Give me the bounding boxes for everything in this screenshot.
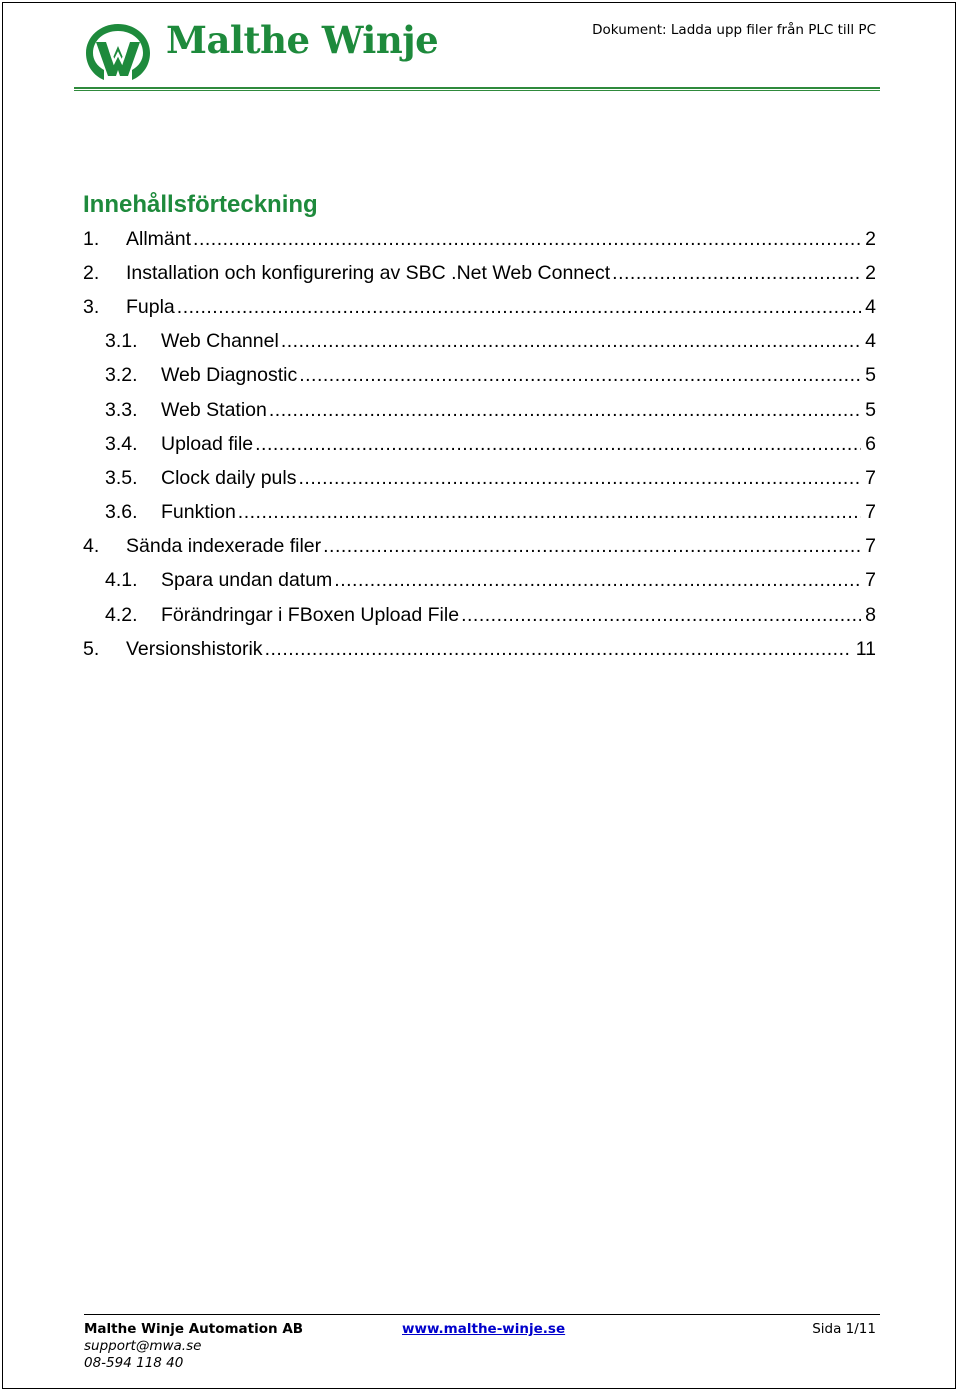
logo-wordmark: Malthe Winje [166, 18, 439, 62]
toc-dot-leader [177, 296, 861, 319]
toc-entry[interactable] [83, 393, 876, 427]
toc-entry[interactable] [83, 222, 876, 256]
toc-entry-page: 5 [865, 364, 876, 387]
toc-entry[interactable] [83, 359, 876, 393]
footer-website-link[interactable]: www.malthe-winje.se [402, 1321, 566, 1337]
page-header [74, 14, 880, 94]
toc-entry-title: Förändringar i FBoxen Upload File [161, 603, 460, 626]
toc-dot-leader [193, 228, 861, 251]
toc-entry-page: 7 [865, 466, 876, 489]
toc-entry[interactable] [83, 564, 876, 598]
toc-dot-leader [238, 501, 861, 524]
toc-entry-title: Web Station [161, 398, 267, 421]
toc-entry-page: 4 [865, 330, 876, 353]
toc-dot-leader [269, 399, 861, 422]
toc-entry-page: 7 [865, 535, 876, 558]
toc-entry[interactable] [83, 461, 876, 495]
toc-dot-leader [265, 638, 852, 661]
toc-entry[interactable] [83, 598, 876, 632]
toc-entry-number: 2. [83, 261, 100, 284]
toc-dot-leader [334, 569, 861, 592]
toc-entry-number: 3.5. [105, 466, 138, 489]
toc-entry-number: 4.1. [105, 569, 138, 592]
toc-dot-leader [298, 467, 861, 490]
malthe-winje-logo-icon [82, 20, 154, 82]
toc-entry-title: Installation och konfigurering av SBC .Net Web Connect [126, 261, 611, 284]
toc-entry-page: 5 [865, 398, 876, 421]
toc-entry-number: 3.3. [105, 398, 138, 421]
footer-page-number: Sida 1/11 [812, 1321, 876, 1337]
toc-entry-page: 7 [865, 501, 876, 524]
toc-entry-number: 3.6. [105, 501, 138, 524]
toc-entry-page: 6 [865, 432, 876, 455]
toc-entry[interactable] [83, 290, 876, 324]
table-of-contents [83, 222, 876, 666]
toc-entry[interactable] [83, 530, 876, 564]
toc-entry-number: 4.2. [105, 603, 138, 626]
toc-entry-number: 4. [83, 535, 100, 558]
toc-entry-page: 11 [855, 637, 876, 660]
toc-dot-leader [281, 330, 861, 353]
toc-entry[interactable] [83, 325, 876, 359]
toc-dot-leader [255, 433, 861, 456]
toc-entry-page: 2 [865, 261, 876, 284]
footer-rule [84, 1314, 880, 1315]
toc-dot-leader [323, 535, 861, 558]
document-title: Dokument: Ladda upp filer från PLC till PC [592, 22, 876, 38]
toc-entry-title: Funktion [161, 501, 236, 524]
toc-entry-title: Upload file [161, 432, 254, 455]
toc-entry-title: Web Diagnostic [161, 364, 298, 387]
toc-entry-title: Sända indexerade filer [126, 535, 322, 558]
toc-entry-number: 3.2. [105, 364, 138, 387]
toc-entry-number: 1. [83, 227, 100, 250]
toc-entry-title: Versionshistorik [126, 637, 263, 660]
toc-entry-number: 5. [83, 637, 100, 660]
toc-entry-title: Clock daily puls [161, 466, 297, 489]
toc-entry-number: 3. [83, 295, 100, 318]
toc-entry-page: 8 [865, 603, 876, 626]
footer-email: support@mwa.se [84, 1338, 202, 1354]
toc-entry-number: 3.4. [105, 432, 138, 455]
toc-entry-number: 3.1. [105, 330, 138, 353]
footer-company: Malthe Winje Automation AB [84, 1321, 304, 1337]
toc-entry-page: 7 [865, 569, 876, 592]
toc-title: Innehållsförteckning [83, 191, 318, 218]
toc-entry[interactable] [83, 496, 876, 530]
footer-phone: 08-594 118 40 [84, 1355, 184, 1371]
toc-entry-page: 2 [865, 227, 876, 250]
toc-entry-title: Fupla [126, 295, 175, 318]
toc-dot-leader [461, 604, 861, 627]
toc-dot-leader [612, 262, 861, 285]
toc-entry-title: Spara undan datum [161, 569, 333, 592]
toc-entry-page: 4 [865, 295, 876, 318]
toc-entry[interactable] [83, 632, 876, 666]
toc-entry-title: Allmänt [126, 227, 192, 250]
header-rule [74, 87, 880, 91]
toc-dot-leader [299, 364, 861, 387]
toc-entry[interactable] [83, 256, 876, 290]
page-footer [84, 1314, 880, 1372]
toc-entry-title: Web Channel [161, 330, 279, 353]
toc-entry[interactable] [83, 427, 876, 461]
